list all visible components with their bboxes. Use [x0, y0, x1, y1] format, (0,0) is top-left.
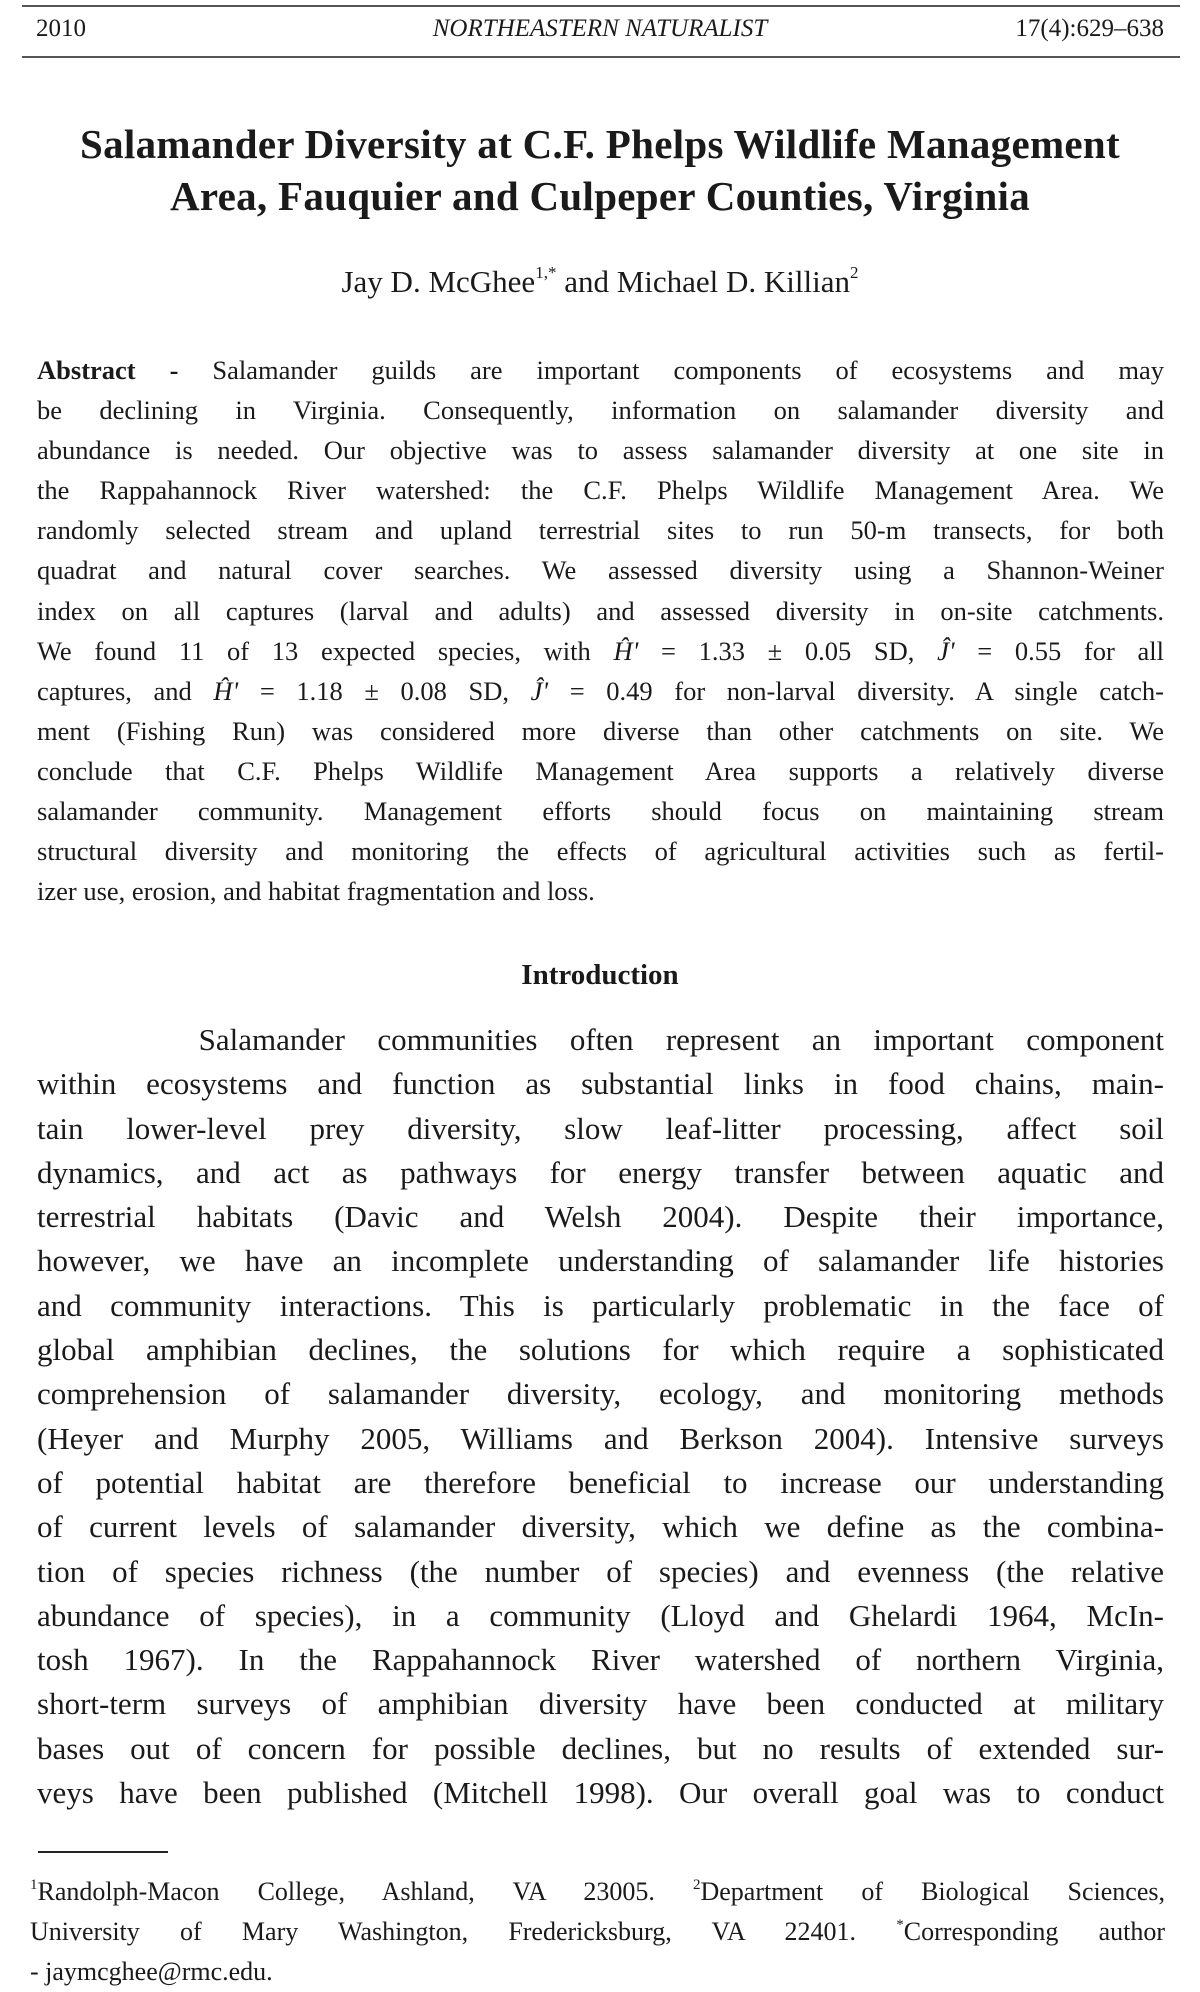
body-line: abundance of species), in a community (Lloyd and Ghelardi 1964, McIn-	[37, 1597, 1164, 1633]
running-head-journal: NORTHEASTERN NATURALIST	[432, 15, 768, 42]
running-head-year: 2010	[36, 15, 86, 42]
affiliation-2-cont: University of Mary Washington, Fredericksburg, VA 22401.	[30, 1917, 897, 1946]
body-line: Salamander communities often represent an important component	[37, 1022, 1164, 1057]
abstract-line: index on all captures (larval and adults) and assessed diversity in on-site catchments.	[37, 595, 1164, 626]
running-head	[36, 12, 1164, 46]
running-head-volume: 17(4):629–638	[1015, 15, 1164, 42]
body-line: of potential habitat are therefore beneficial to increase our understanding	[37, 1464, 1164, 1500]
abstract-line: abundance is needed. Our objective was to assess salamander diversity at one site in	[37, 435, 1164, 466]
body-line: of current levels of salamander diversity, which we define as the combina-	[37, 1509, 1164, 1545]
body-line: (Heyer and Murphy 2005, Williams and Berkson 2004). Intensive surveys	[37, 1420, 1164, 1456]
abstract-line: ment (Fishing Run) was considered more diverse than other catchments on site. We	[37, 715, 1164, 746]
abstract-stats-line: We found 11 of 13 expected species, with Ĥ' = 1.33 ± 0.05 SD, Ĵ' = 0.55 for all	[37, 635, 1164, 666]
abstract-line: quadrat and natural cover searches. We assessed diversity using a Shannon-Weiner	[37, 555, 1164, 586]
body-line: bases out of concern for possible declines, but no results of extended sur-	[37, 1730, 1164, 1766]
header-bottom-rule	[22, 56, 1180, 58]
body-line: comprehension of salamander diversity, ecology, and monitoring methods	[37, 1376, 1164, 1412]
title-line: Salamander Diversity at C.F. Phelps Wildlife Management	[80, 121, 1120, 167]
author-affiliation-marker: 1,*	[535, 263, 557, 282]
evenness-j-symbol: Ĵ'	[937, 635, 955, 666]
section-heading-introduction: Introduction	[521, 959, 679, 991]
abstract-label: Abstract -	[37, 355, 179, 385]
abstract-stats-line: captures, and Ĥ' = 1.18 ± 0.08 SD, Ĵ' = 0.49 for non-larval diversity. A single catch-	[37, 675, 1164, 706]
abstract-line: be declining in Virginia. Consequently, information on salamander diversity and	[37, 395, 1164, 426]
title-line: Area, Fauquier and Culpeper Counties, Virginia	[169, 173, 1031, 219]
shannon-h-symbol: Ĥ'	[613, 635, 639, 666]
body-line: tion of species richness (the number of species) and evenness (the relative	[37, 1553, 1164, 1589]
abstract-line: conclude that C.F. Phelps Wildlife Management Area supports a relatively diverse	[37, 755, 1164, 786]
abstract	[37, 350, 1164, 911]
corresponding-author-email: - jaymcghee@rmc.edu.	[30, 1957, 273, 1986]
author-conjunction: and	[556, 264, 617, 299]
affiliation-1: Randolph-Macon College, Ashland, VA 23005.	[37, 1877, 693, 1906]
body-line: however, we have an incomplete understanding of salamander life histories	[37, 1243, 1164, 1279]
body-line: global amphibian declines, the solutions for which require a sophisticated	[37, 1332, 1164, 1368]
article-title	[36, 118, 1164, 222]
footnote-line	[30, 1872, 1165, 1912]
evenness-j-symbol: Ĵ'	[530, 675, 549, 706]
author-list	[36, 262, 1164, 302]
footnote-marker: 2	[692, 1877, 701, 1893]
introduction-body	[37, 1018, 1164, 1815]
abstract-line: izer use, erosion, and habitat fragmentation and loss.	[37, 876, 595, 907]
corresponding-author-label: Corresponding author	[903, 1917, 1165, 1946]
author-name: Michael D. Killian	[616, 264, 851, 299]
abstract-line: Abstract - Salamander guilds are important components of ecosystems and may	[37, 355, 1165, 385]
shannon-h-symbol: Ĥ'	[213, 675, 239, 706]
abstract-line: randomly selected stream and upland terrestrial sites to run 50-m transects, for both	[37, 515, 1164, 546]
body-line: short-term surveys of amphibian diversity have been conducted at military	[37, 1686, 1164, 1722]
body-line: tosh 1967). In the Rappahannock River watershed of northern Virginia,	[37, 1642, 1164, 1678]
abstract-line: the Rappahannock River watershed: the C.F. Phelps Wildlife Management Area. We	[37, 475, 1164, 506]
author-name: Jay D. McGhee	[341, 264, 536, 299]
author-affiliation-marker: 2	[850, 263, 859, 282]
abstract-line: structural diversity and monitoring the effects of agricultural activities such as fertil-	[37, 836, 1164, 867]
footnotes	[30, 1872, 1165, 1992]
affiliation-2: Department of Biological Sciences,	[700, 1877, 1165, 1906]
footnote-marker: 1	[30, 1877, 38, 1893]
footnote-line	[30, 1912, 1165, 1952]
body-line: dynamics, and act as pathways for energy transfer between aquatic and	[37, 1154, 1164, 1190]
abstract-line: salamander community. Management efforts should focus on maintaining stream	[37, 796, 1164, 827]
body-line: veys have been published (Mitchell 1998). Our overall goal was to conduct	[37, 1775, 1164, 1811]
footnote-separator	[38, 1851, 168, 1853]
header-top-rule	[22, 5, 1180, 7]
body-line: terrestrial habitats (Davic and Welsh 2004). Despite their importance,	[37, 1199, 1164, 1235]
body-line: tain lower-level prey diversity, slow leaf-litter processing, affect soil	[37, 1110, 1164, 1146]
body-line: and community interactions. This is particularly problematic in the face of	[37, 1287, 1164, 1323]
body-line: within ecosystems and function as substantial links in food chains, main-	[37, 1066, 1164, 1102]
footnote-marker: *	[896, 1917, 904, 1933]
